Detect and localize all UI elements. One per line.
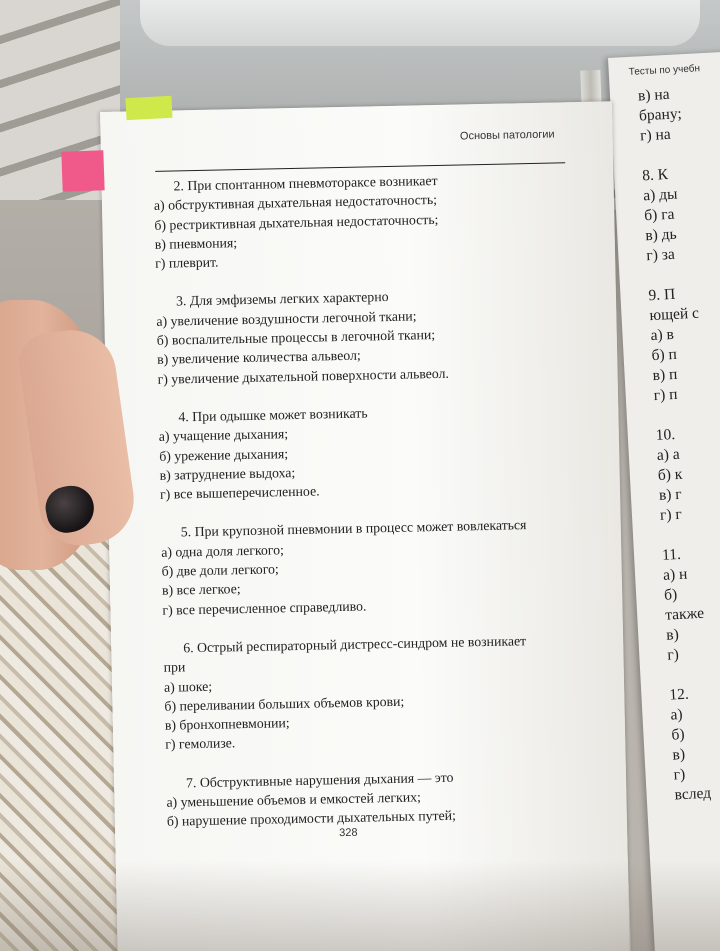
right-line: вслед <box>674 784 712 804</box>
right-line: г) за <box>645 245 676 265</box>
right-line: также <box>664 604 705 624</box>
question-stem: 5. При крупозной пневмонии в процесс может вовлекаться <box>180 517 527 540</box>
right-line: б) к <box>657 465 683 484</box>
answer-option: г) все вышеперечисленное. <box>159 483 320 502</box>
answer-option: б) переливании больших объемов крови; <box>164 693 405 714</box>
question-stem: 3. Для эмфиземы легких характерно <box>175 289 389 309</box>
answer-option: а) обструктивная дыхательная недостаточность; <box>153 192 438 214</box>
question-6 <box>163 630 585 755</box>
answer-option: г) гемолизе. <box>165 735 236 753</box>
right-line: в) на <box>637 85 670 105</box>
right-line: ющей с <box>649 304 700 325</box>
question-stem: 4. При одышке может возникать <box>178 405 368 425</box>
question-stem: 2. При спонтанном пневмотораксе возникает <box>173 172 438 194</box>
answer-option: б) нарушение проходимости дыхательных путей; <box>166 808 457 830</box>
right-line: 10. <box>655 426 676 445</box>
question-stem: 7. Обструктивные нарушения дыхания — это <box>185 769 454 791</box>
right-running-header: Тесты по учебн <box>628 63 701 78</box>
left-page <box>100 101 630 951</box>
answer-option: а) учащение дыхания; <box>158 426 289 445</box>
answer-option: в) затруднение выдоха; <box>159 464 296 483</box>
answer-option: г) плеврит. <box>155 254 219 272</box>
question-3 <box>156 284 578 389</box>
sticky-tab-green <box>125 96 172 120</box>
right-line: г) <box>673 765 686 784</box>
answer-option: в) бронхопневмонии; <box>164 715 290 733</box>
right-line: 8. К <box>641 166 669 185</box>
question-4 <box>158 399 580 504</box>
right-line: б) <box>663 586 678 604</box>
right-line: брану; <box>638 105 683 125</box>
right-line: а) ды <box>642 185 678 205</box>
right-line: г) г <box>659 505 683 524</box>
answer-option: в) пневмония; <box>154 235 238 252</box>
question-list <box>153 168 587 850</box>
right-line: б) <box>671 725 686 744</box>
sticky-tab-pink <box>61 150 104 191</box>
right-line: а) <box>670 706 683 724</box>
right-line: г) <box>666 646 680 664</box>
right-line: в) г <box>658 485 683 504</box>
answer-option: а) увеличение воздушности легочной ткани; <box>156 308 417 329</box>
right-line: в) <box>672 745 686 764</box>
question-5 <box>161 514 583 619</box>
question-stem-continuation: при <box>163 659 186 676</box>
ceiling-lamp <box>140 0 700 46</box>
right-line: а) а <box>656 445 681 464</box>
answer-option: а) уменьшение объемов и емкостей легких; <box>166 789 422 810</box>
right-line: б) п <box>651 345 678 365</box>
answer-option: а) одна доля легкого; <box>161 541 285 560</box>
answer-option: в) все легкое; <box>161 581 241 599</box>
answer-option: б) рестриктивная дыхательная недостаточность; <box>154 211 439 233</box>
answer-option: а) шоке; <box>163 678 213 695</box>
answer-option: г) все перечисленное справедливо. <box>162 598 367 618</box>
right-line: в) дь <box>644 225 678 245</box>
answer-option: в) увеличение количества альвеол; <box>157 347 361 368</box>
right-line: а) в <box>650 325 675 345</box>
right-line: в) п <box>652 365 678 385</box>
question-2 <box>153 168 575 273</box>
answer-option: б) две доли легкого; <box>161 561 279 579</box>
answer-option: б) воспалительные процессы в легочной ткани; <box>156 327 436 348</box>
right-line: г) п <box>653 385 678 405</box>
right-line: 9. П <box>648 285 676 305</box>
page-number: 328 <box>339 826 358 840</box>
question-stem: 6. Острый респираторный дистресс-синдром не возникает <box>183 633 527 656</box>
answer-option: б) урежение дыхания; <box>159 445 289 464</box>
running-header: Основы патологии <box>459 128 555 143</box>
right-line: в) <box>665 626 680 644</box>
bottom-shadow <box>0 860 720 951</box>
right-line: б) га <box>643 205 675 225</box>
right-page-text <box>638 84 720 806</box>
right-line: 12. <box>668 685 690 704</box>
right-line: а) н <box>662 565 688 584</box>
answer-option: г) увеличение дыхательной поверхности альвеол. <box>157 365 450 387</box>
right-line: г) на <box>639 125 672 145</box>
right-line: 11. <box>661 545 682 564</box>
question-7 <box>166 765 587 832</box>
